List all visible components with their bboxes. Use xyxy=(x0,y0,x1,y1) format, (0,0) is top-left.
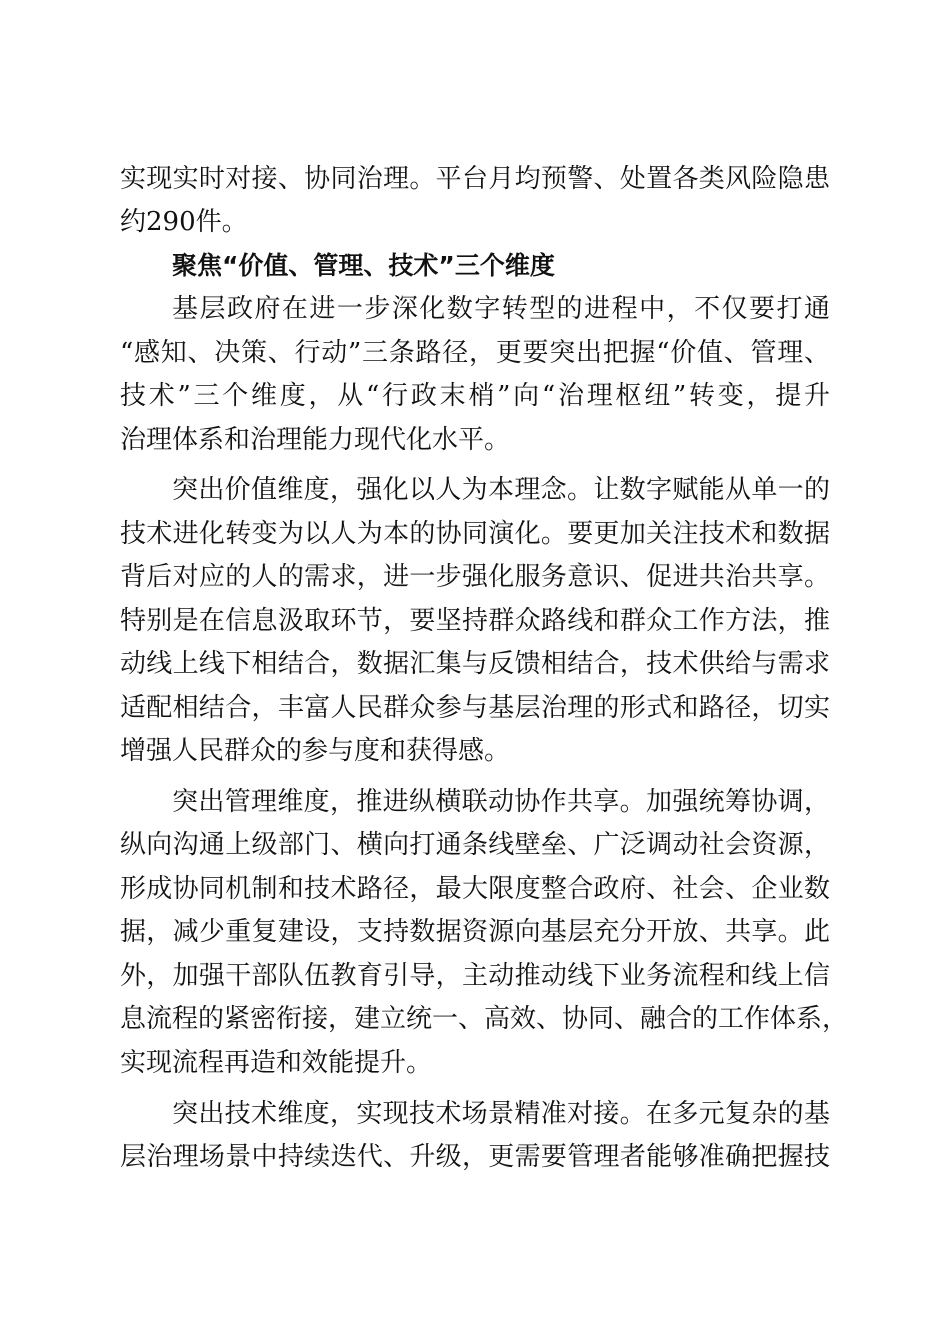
text-line: 突出价值维度，强化以人为本理念。让数字赋能从单一的 xyxy=(172,475,830,505)
text-line: 基层政府在进一步深化数字转型的进程中，不仅要打通 xyxy=(172,294,830,324)
text-line: 据，减少重复建设，支持数据资源向基层充分开放、共享。此 xyxy=(120,917,830,947)
section-heading: 聚焦“价值、管理、技术”三个维度 xyxy=(172,251,555,280)
text-line: 外，加强干部队伍教育引导，主动推动线下业务流程和线上信 xyxy=(120,961,830,991)
text-line: 背后对应的人的需求，进一步强化服务意识、促进共治共享。 xyxy=(120,562,830,592)
text-line: 适配相结合，丰富人民群众参与基层治理的形式和路径，切实 xyxy=(120,693,830,723)
text-line: 形成协同机制和技术路径，最大限度整合政府、社会、企业数 xyxy=(120,874,830,904)
text-line: 纵向沟通上级部门、横向打通条线壁垒、广泛调动社会资源， xyxy=(120,830,830,860)
text-line: 实现流程再造和效能提升。 xyxy=(120,1048,433,1078)
text-line: 息流程的紧密衔接，建立统一、高效、协同、融合的工作体系， xyxy=(120,1004,849,1034)
text-line: 实现实时对接、协同治理。平台月均预警、处置各类风险隐患 xyxy=(120,164,830,194)
text-line: 治理体系和治理能力现代化水平。 xyxy=(120,425,511,455)
text-line: “感知、决策、行动”三条路径，更要突出把握“价值、管理、 xyxy=(120,338,830,368)
text-line: 技术”三个维度，从“行政末梢”向“治理枢纽”转变，提升 xyxy=(120,381,830,411)
text-line: 增强人民群众的参与度和获得感。 xyxy=(120,736,511,766)
text-line: 约290件。 xyxy=(120,207,248,237)
text-line: 突出技术维度，实现技术场景精准对接。在多元复杂的基 xyxy=(172,1099,830,1129)
text-line: 突出管理维度，推进纵横联动协作共享。加强统筹协调， xyxy=(172,787,830,817)
text-line: 技术进化转变为以人为本的协同演化。要更加关注技术和数据 xyxy=(120,519,830,549)
text-line: 层治理场景中持续迭代、升级，更需要管理者能够准确把握技 xyxy=(120,1142,830,1172)
text-line: 特别是在信息汲取环节，要坚持群众路线和群众工作方法，推 xyxy=(120,606,830,636)
text-line: 动线上线下相结合，数据汇集与反馈相结合，技术供给与需求 xyxy=(120,649,830,679)
